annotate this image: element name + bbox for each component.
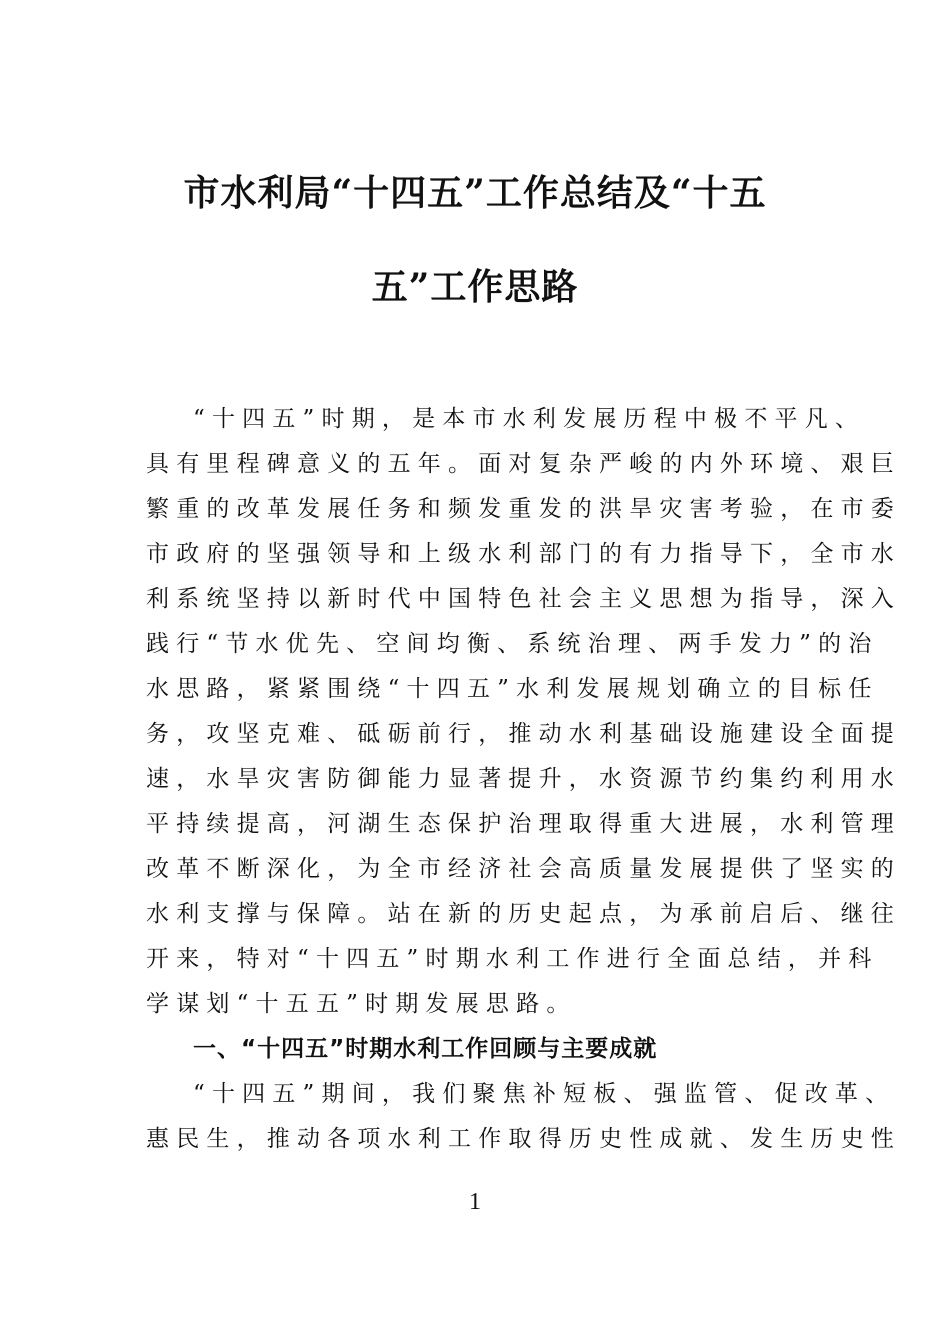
intro-line: 践行“节水优先、空间均衡、系统治理、两手发力”的治 xyxy=(146,631,879,657)
intro-line: 利系统坚持以新时代中国特色社会主义思想为指导，深入 xyxy=(146,586,901,612)
intro-line: 速，水旱灾害防御能力显著提升，水资源节约集约利用水 xyxy=(146,766,901,792)
intro-line: 市政府的坚强领导和上级水利部门的有力指导下，全市水 xyxy=(146,541,901,567)
intro-line: 水利支撑与保障。站在新的历史起点，为承前启后、继往 xyxy=(146,901,901,927)
intro-line: 繁重的改革发展任务和频发重发的洪旱灾害考验，在市委 xyxy=(146,496,901,522)
intro-line: 开来，特对“十四五”时期水利工作进行全面总结，并科 xyxy=(146,946,879,972)
section-1-heading: 一、“十四五”时期水利工作回顾与主要成就 xyxy=(193,1036,658,1062)
document-title-line-2: 五”工作思路 xyxy=(371,266,579,308)
intro-line: “十四五”时期，是本市水利发展历程中极不平凡、 xyxy=(193,406,866,432)
section-1-line: “十四五”期间，我们聚焦补短板、强监管、促改革、 xyxy=(193,1081,896,1107)
intro-line: 改革不断深化，为全市经济社会高质量发展提供了坚实的 xyxy=(146,856,901,882)
intro-line: 平持续提高，河湖生态保护治理取得重大进展，水利管理 xyxy=(146,811,901,837)
intro-line: 务，攻坚克难、砥砺前行，推动水利基础设施建设全面提 xyxy=(146,721,901,747)
intro-line: 具有里程碑意义的五年。面对复杂严峻的内外环境、艰巨 xyxy=(146,451,901,477)
intro-line: 水思路，紧紧围绕“十四五”水利发展规划确立的目标任 xyxy=(146,676,879,702)
intro-line: 学谋划“十五五”时期发展思路。 xyxy=(146,991,577,1017)
section-1-line: 惠民生，推动各项水利工作取得历史性成就、发生历史性 xyxy=(146,1126,901,1152)
page-number: 1 xyxy=(469,1189,481,1215)
document-title-line-1: 市水利局“十四五”工作总结及“十五 xyxy=(183,172,767,214)
